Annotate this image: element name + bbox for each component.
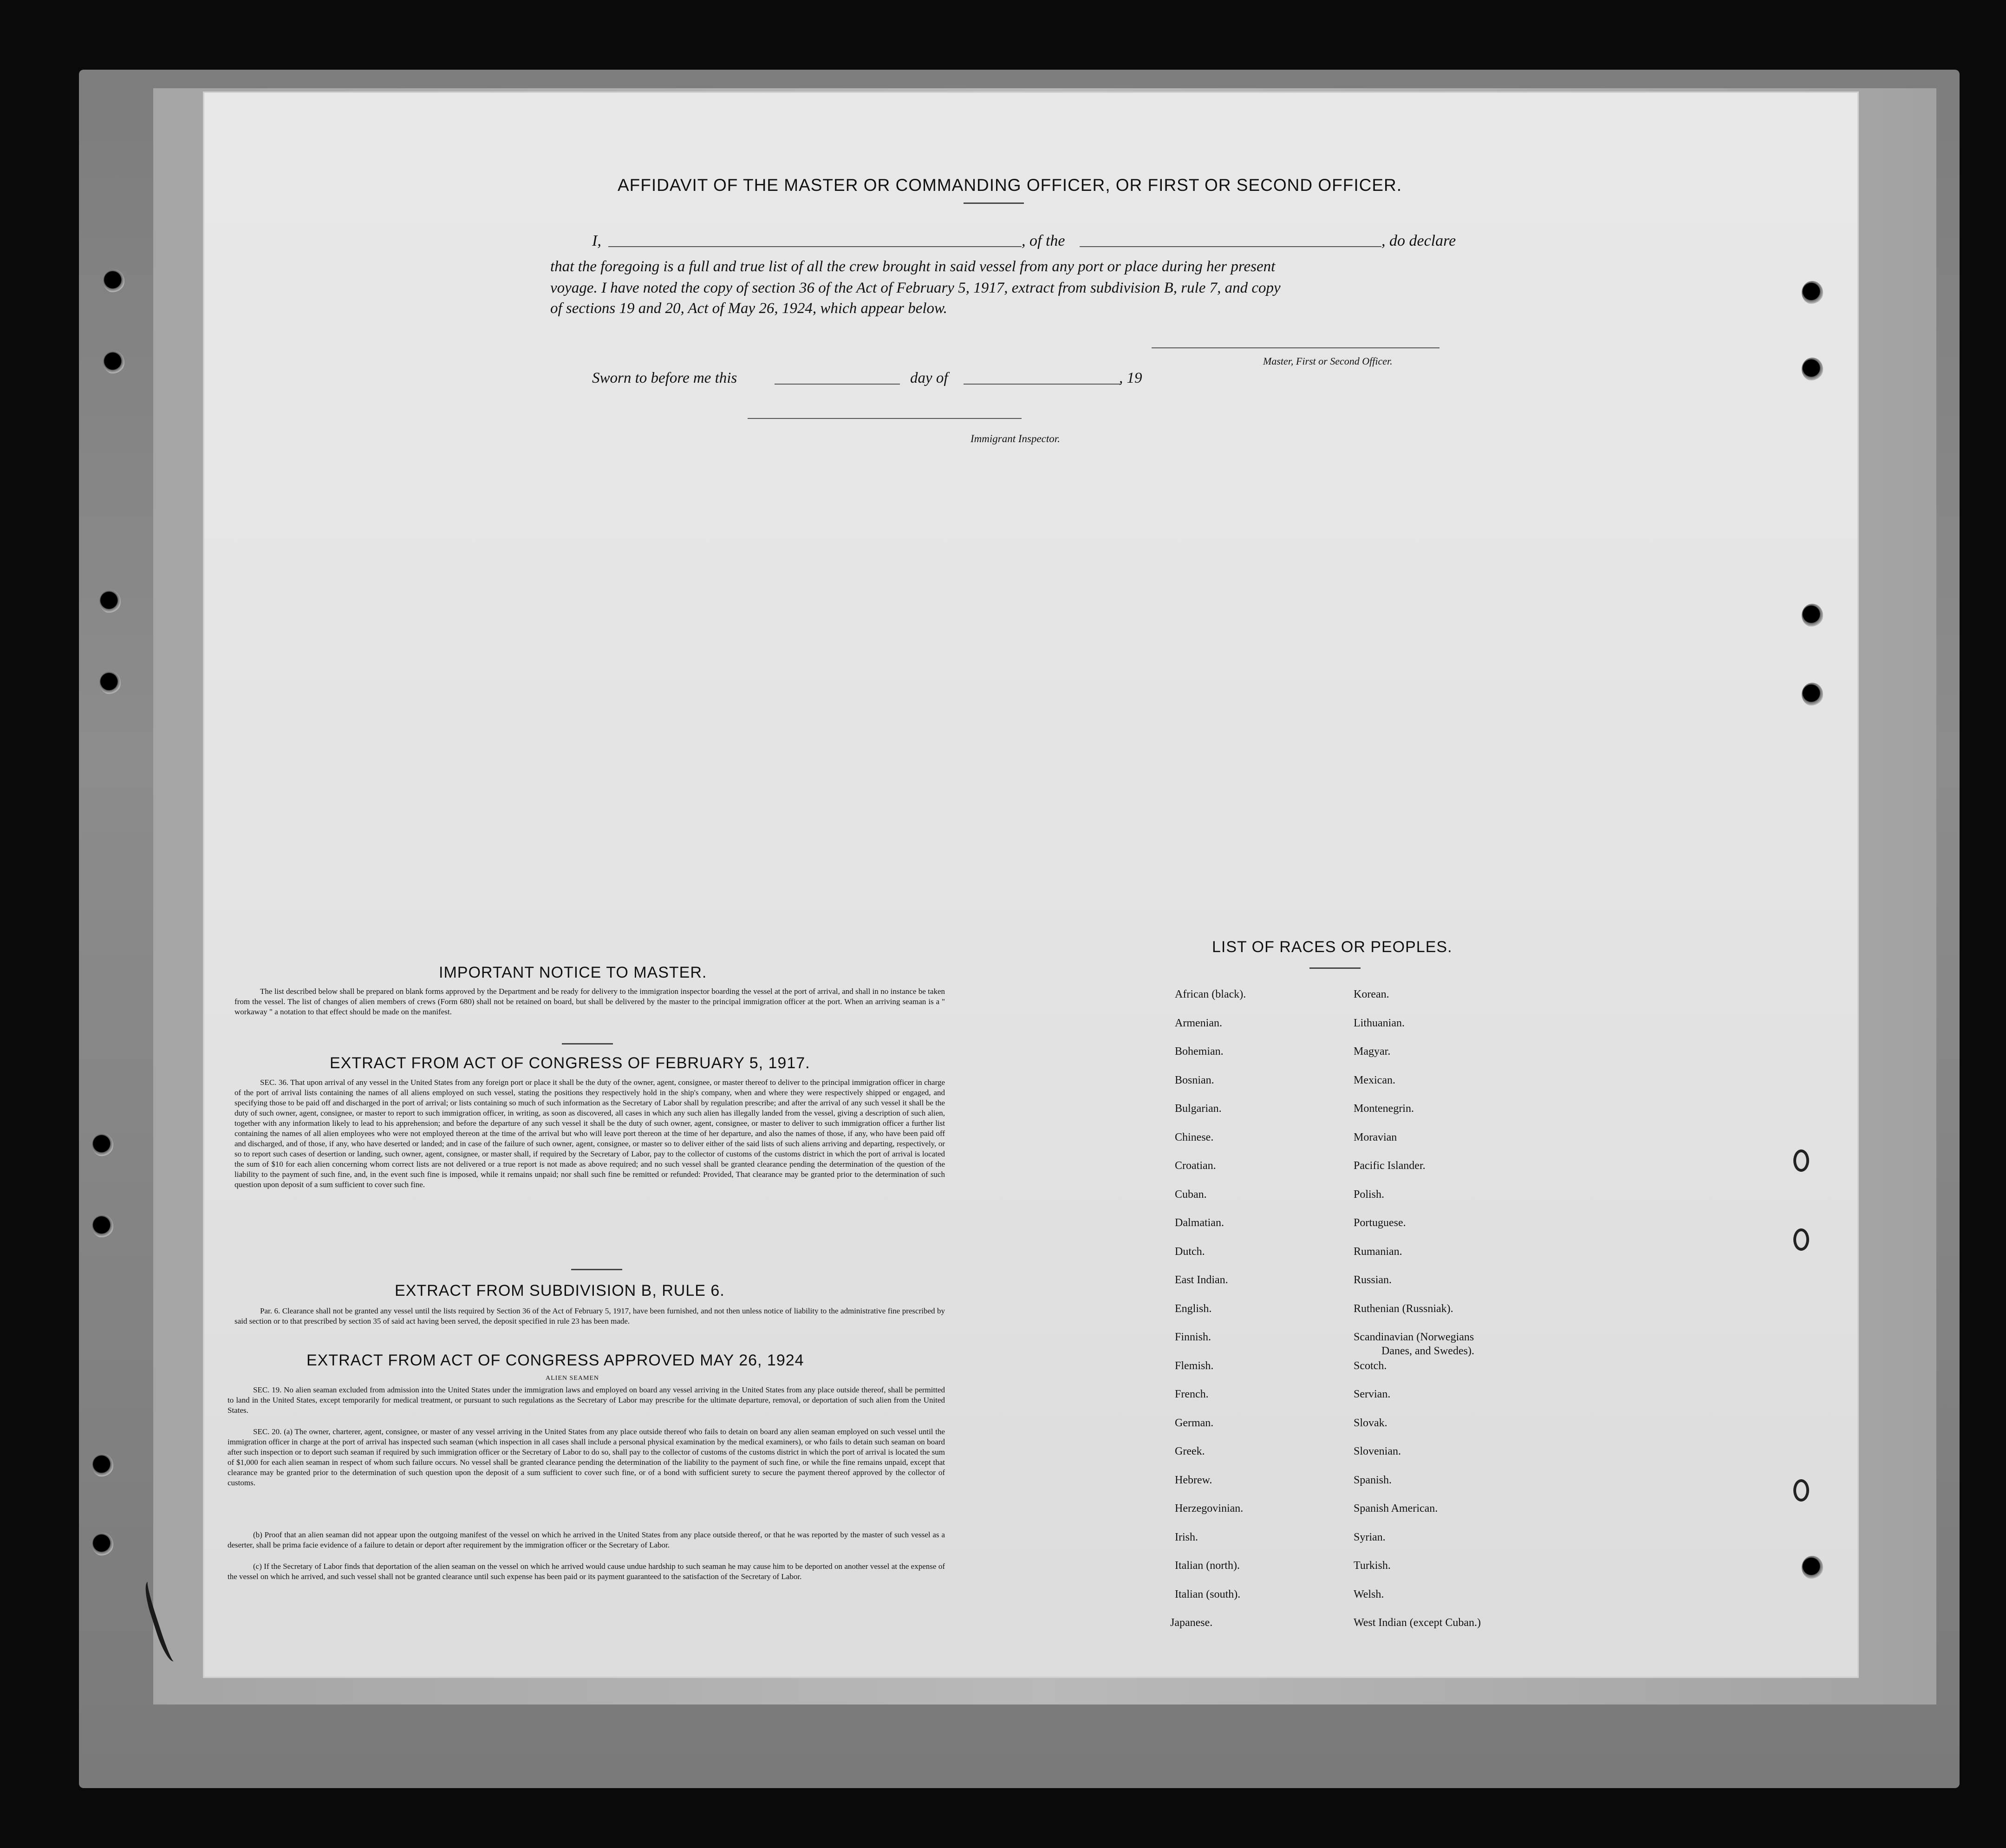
race-item: Magyar. bbox=[1354, 1045, 1391, 1058]
race-item: Russian. bbox=[1354, 1274, 1392, 1286]
races-title: LIST OF RACES OR PEOPLES. bbox=[1212, 938, 1452, 956]
binder-ring bbox=[1793, 1479, 1809, 1502]
punch-hole bbox=[1802, 358, 1823, 381]
punch-hole bbox=[92, 1215, 113, 1238]
race-item: Polish. bbox=[1354, 1188, 1385, 1201]
vessel-name-field[interactable] bbox=[1080, 246, 1381, 247]
signature-field[interactable] bbox=[1152, 347, 1439, 348]
race-item: Danes, and Swedes). bbox=[1381, 1345, 1474, 1357]
punch-hole bbox=[99, 671, 121, 694]
race-item: Welsh. bbox=[1354, 1588, 1384, 1600]
race-item: Syrian. bbox=[1354, 1531, 1386, 1543]
race-item: Hebrew. bbox=[1175, 1474, 1212, 1486]
race-item: Greek. bbox=[1175, 1445, 1205, 1457]
race-item: Flemish. bbox=[1175, 1359, 1214, 1372]
sworn-label: Sworn to before me this bbox=[592, 370, 737, 386]
sworn-day-field[interactable] bbox=[775, 384, 900, 385]
punch-hole bbox=[1802, 281, 1823, 304]
race-item: Korean. bbox=[1354, 988, 1389, 1000]
race-item: Bohemian. bbox=[1175, 1045, 1224, 1058]
day-of-label: day of bbox=[910, 370, 948, 386]
race-item: Moravian bbox=[1354, 1131, 1397, 1143]
title-divider bbox=[964, 202, 1024, 204]
punch-hole bbox=[1802, 1556, 1823, 1579]
race-item: Chinese. bbox=[1175, 1131, 1214, 1143]
extract-1924-sec20c: (c) If the Secretary of Labor finds that deportation of the alien seaman on the vessel on which he arrived would cause undue hardship to such seaman he may cause him to be deported on another vessel at the expense of the vessel on which he arrived, and such vessel shall not be granted clearance until such expense has been paid or its payment guaranteed to the satisfaction of the Secretary of Labor. bbox=[228, 1562, 945, 1581]
race-item: Scotch. bbox=[1354, 1359, 1387, 1372]
extract-rule6-title: EXTRACT FROM SUBDIVISION B, RULE 6. bbox=[395, 1282, 725, 1299]
extract-1917-title: EXTRACT FROM ACT OF CONGRESS OF FEBRUARY 5, 1917. bbox=[330, 1054, 810, 1072]
race-item: Turkish. bbox=[1354, 1560, 1391, 1572]
notice-text: The list described below shall be prepared on blank forms approved by the Department and be ready for delivery to the immigration inspector boarding the vessel at the port of arrival, and shall in no instance be taken from the vessel. The list of changes of alien members of crews (Form 680) shall not be retained on board, but shall be delivered by the master to the principal immigration officer at the port. When an arriving seaman is a " workaway " a notation to that effect should be made on the manifest. bbox=[234, 987, 945, 1016]
race-item: Irish. bbox=[1175, 1531, 1198, 1543]
race-item: Rumanian. bbox=[1354, 1245, 1402, 1258]
race-item: Portuguese. bbox=[1354, 1217, 1406, 1229]
race-item: Scandinavian (Norwegians bbox=[1354, 1331, 1474, 1343]
race-item: English. bbox=[1175, 1302, 1212, 1315]
race-item: Dutch. bbox=[1175, 1245, 1205, 1258]
binder-ring bbox=[1793, 1228, 1809, 1251]
race-item: Spanish American. bbox=[1354, 1502, 1438, 1515]
race-item: African (black). bbox=[1175, 988, 1246, 1000]
inspector-signature-field[interactable] bbox=[748, 418, 1022, 419]
punch-hole bbox=[1802, 683, 1823, 706]
of-the-label: , of the bbox=[1022, 232, 1065, 249]
race-item: Dalmatian. bbox=[1175, 1217, 1224, 1229]
punch-hole bbox=[1802, 604, 1823, 627]
race-item: Cuban. bbox=[1175, 1188, 1207, 1201]
punch-hole bbox=[92, 1133, 113, 1156]
race-item: Slovenian. bbox=[1354, 1445, 1401, 1457]
declarant-name-field[interactable] bbox=[608, 246, 1022, 247]
affidavit-body-line: voyage. I have noted the copy of section 36 of the Act of February 5, 1917, extract from subdivision B, rule 7, and copy bbox=[550, 280, 1281, 296]
race-item: Italian (south). bbox=[1175, 1588, 1241, 1600]
alien-seamen-subtitle: ALIEN SEAMEN bbox=[546, 1375, 599, 1382]
declarant-i: I, bbox=[592, 232, 601, 249]
race-item: West Indian (except Cuban.) bbox=[1354, 1617, 1481, 1629]
affidavit-title: AFFIDAVIT OF THE MASTER OR COMMANDING OFFICER, OR FIRST OR SECOND OFFICER. bbox=[618, 176, 1402, 195]
extract-1917-text: SEC. 36. That upon arrival of any vessel in the United States from any foreign port or place it shall be the duty of the owner, agent, consignee, or master thereof to deliver to the principal immigration officer in charge of the port of arrival lists containing the names of all aliens employed on such vessel, stating the positions they respectively hold in the ship's company, when and where they were respectively shipped or engaged, and specifying those to be paid off and discharged in the port of arrival; or lists containing so much of such information as the Secretary of Labor shall by regulation prescribe; and after the arrival of any such vessel it shall be the duty of such owner, agent, consignee, or master to report to such immigration officer, in writing, as soon as discovered, all cases in which any such alien has illegally landed from the vessel, giving a description of such alien, together with any information likely to lead to his apprehension; and before the departure of any such vessel it shall be the duty of such owner, agent, consignee, or master to deliver to such immigration officer a further list containing the names of all alien employees who were not employed thereon at the time of the arrival but who will leave port thereon at the time of her departure, and also the names of those, if any, who have been paid off and discharged, and of those, if any, who have deserted or landed; and in case of the failure of such owner, agent, consignee, or master so to deliver either of the said lists of such aliens arriving and departing, respectively, or so to report such cases of desertion or landing, such owner, agent, consignee, or master shall, if required by the Secretary of Labor, pay to the collector of customs of the customs district in which the port of arrival is located the sum of $10 for each alien concerning whom correct lists are not delivered or a true report is not made as above required; and no such vessel shall be granted clearance pending the determination of the question of the liability to the payment of such fine, and, in the event such fine is imposed, while it remains unpaid; nor shall such fine be remitted or refunded: Provided, That clearance may be granted prior to the determination of such question upon deposit of a sum sufficient to cover such fine. bbox=[234, 1078, 945, 1189]
punch-hole bbox=[103, 269, 124, 293]
race-item: Lithuanian. bbox=[1354, 1017, 1405, 1029]
race-item: German. bbox=[1175, 1417, 1214, 1429]
race-item: Montenegrin. bbox=[1354, 1103, 1414, 1115]
race-item: Bosnian. bbox=[1175, 1074, 1214, 1086]
inspector-label: Immigrant Inspector. bbox=[970, 433, 1060, 444]
affidavit-body-line: of sections 19 and 20, Act of May 26, 1924, which appear below. bbox=[550, 300, 947, 317]
punch-hole bbox=[92, 1533, 113, 1556]
race-item: Croatian. bbox=[1175, 1160, 1216, 1172]
race-item: East Indian. bbox=[1175, 1274, 1228, 1286]
race-item: Slovak. bbox=[1354, 1417, 1387, 1429]
extract-1924-sec20a: SEC. 20. (a) The owner, charterer, agent, consignee, or master of any vessel arriving in the United States from any place outside thereof who fails to detain on board any alien seaman employed on such vessel until the immigration officer in charge at the port of arrival has inspected such seaman (which inspection in all cases shall include a personal physical examination by the medical examiners), or who fails to detain such seaman on board after such inspection or to deport such seaman if required by such immigration officer or the Secretary of Labor to do so, shall pay to the collector of customs of the customs district in which the port of arrival is located the sum of $1,000 for each alien seaman in respect of whom such failure occurs. No vessel shall be granted clearance pending the determination of the liability to the payment of such fine, or while the fine remains unpaid, except that clearance may be granted prior to the determination of such question upon the deposit of a sum sufficient to cover such fine, or of a bond with sufficient surety to secure the payment thereof approved by the collector of customs. bbox=[228, 1427, 945, 1487]
race-item: Ruthenian (Russniak). bbox=[1354, 1302, 1453, 1315]
races-divider bbox=[1309, 967, 1361, 969]
race-item: French. bbox=[1175, 1388, 1209, 1400]
binder-ring bbox=[1793, 1149, 1809, 1172]
section-divider bbox=[571, 1269, 622, 1270]
race-item: Armenian. bbox=[1175, 1017, 1222, 1029]
race-item: Spanish. bbox=[1354, 1474, 1392, 1486]
race-item: Italian (north). bbox=[1175, 1560, 1240, 1572]
signature-label: Master, First or Second Officer. bbox=[1263, 355, 1393, 367]
extract-1924-sec20b: (b) Proof that an alien seaman did not appear upon the outgoing manifest of the vessel on which he arrived in the United States from any place outside thereof, or that he was reported by the master of such vessel as a deserter, shall be prima facie evidence of a failure to detain or deport after requirement by the immigration officer or the Secretary of Labor. bbox=[228, 1530, 945, 1549]
punch-hole bbox=[99, 590, 121, 613]
punch-hole bbox=[103, 351, 124, 374]
extract-1924-sec19: SEC. 19. No alien seaman excluded from admission into the United States under the immigration laws and employed on board any vessel arriving in the United States from any place outside thereof, shall be permitted to land in the United States, except temporarily for medical treatment, or pursuant to such regulations as the Secretary of Labor may prescribe for the ultimate departure, removal, or deportation of such alien from the United States. bbox=[228, 1385, 945, 1415]
race-item: Servian. bbox=[1354, 1388, 1391, 1400]
section-divider bbox=[562, 1043, 613, 1045]
race-item: Herzegovinian. bbox=[1175, 1502, 1244, 1515]
punch-hole bbox=[92, 1454, 113, 1477]
notice-title: IMPORTANT NOTICE TO MASTER. bbox=[439, 964, 707, 981]
declare-label: , do declare bbox=[1381, 232, 1456, 249]
extract-1924-title: EXTRACT FROM ACT OF CONGRESS APPROVED MAY 26, 1924 bbox=[306, 1352, 804, 1369]
race-item: Mexican. bbox=[1354, 1074, 1395, 1086]
sworn-month-field[interactable] bbox=[964, 384, 1121, 385]
race-item: Pacific Islander. bbox=[1354, 1160, 1426, 1172]
year-prefix: , 19 bbox=[1119, 370, 1142, 386]
race-item: Bulgarian. bbox=[1175, 1103, 1222, 1115]
affidavit-body-line: that the foregoing is a full and true list of all the crew brought in said vessel from any port or place during her present bbox=[550, 258, 1276, 275]
race-item: Finnish. bbox=[1175, 1331, 1211, 1343]
race-item: Japanese. bbox=[1170, 1617, 1213, 1629]
extract-rule6-text: Par. 6. Clearance shall not be granted any vessel until the lists required by Section 36 of the Act of February 5, 1917, have been furnished, and not then unless notice of liability to the administrative fine prescribed by said section or to that prescribed by section 35 of said act having been served, the deposit specified in rule 23 has been made. bbox=[234, 1306, 945, 1326]
